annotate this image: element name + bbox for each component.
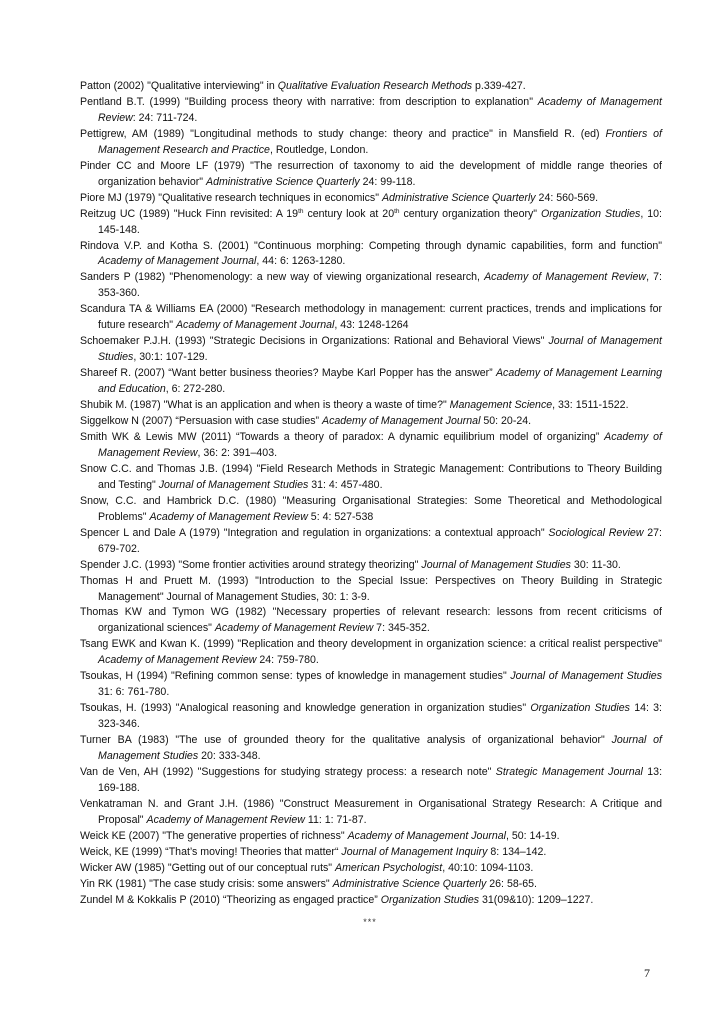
journal-title: Administrative Science Quarterly [381, 191, 536, 204]
reference-entry: Turner BA (1983) "The use of grounded theory for the qualitative analysis of organizational behavior" Journal of Management Studies 20: 333-348. [80, 734, 662, 763]
journal-title: Academy of Management Journal [347, 829, 506, 842]
reference-list [80, 79, 662, 909]
journal-title: Academy of Management Review [484, 271, 647, 284]
reference-entry: Rindova V.P. and Kotha S. (2001) "Continuous morphing: Competing through dynamic capabilities, form and function" Academy of Management Journal, 44: 6: 1263-1280. [80, 239, 662, 268]
reference-entry: Piore MJ (1979) "Qualitative research techniques in economics" Administrative Science Quarterly 24: 560-569. [80, 191, 599, 204]
journal-title: Journal of Management Studies [98, 734, 662, 763]
reference-entry: Reitzug UC (1989) "Huck Finn revisited: A 19th century look at 20th century organization theory" Organization Studies, 10: 145-148. [80, 207, 662, 236]
reference-entry: Sanders P (1982) "Phenomenology: a new way of viewing organizational research, Academy of Management Review, 7: 353-360. [80, 271, 662, 300]
reference-entry: Shubik M. (1987) "What is an application and when is theory a waste of time?" Management Science, 33: 1511-1522. [80, 399, 629, 412]
journal-title: Academy of Management Review [98, 95, 662, 124]
journal-title: Academy of Management Journal [98, 255, 257, 268]
reference-entry: Spender J.C. (1993) "Some frontier activities around strategy theorizing" Journal of Management Studies 30: 11-30. [80, 558, 621, 571]
reference-entry: Tsoukas, H. (1993) "Analogical reasoning and knowledge generation in organization studies" Organization Studies 14: 3: 323-346. [80, 702, 662, 731]
reference-entry: Pentland B.T. (1999) "Building process theory with narrative: from description to explanation" Academy of Management Review: 24: 711-724. [80, 95, 662, 124]
journal-title: Academy of Management Review [146, 813, 305, 826]
journal-title: Academy of Management Review [214, 622, 374, 635]
journal-title: Sociological Review [548, 526, 644, 539]
superscript: th [298, 207, 304, 215]
journal-title: Journal of Management Studies [510, 670, 662, 683]
journal-title: Journal of Management Studies [421, 558, 571, 571]
reference-entry: Wicker AW (1985) "Getting out of our conceptual ruts" American Psychologist, 40:10: 1094-1103. [80, 861, 534, 874]
journal-title: Management Science [449, 399, 553, 412]
section-separator: *** [363, 917, 377, 927]
reference-entry: Pettigrew, AM (1989) "Longitudinal methods to study change: theory and practice" in Mansfield R. (ed) Frontiers of Management Research and Practice, Routledge, London. [80, 127, 662, 156]
superscript: th [394, 207, 400, 215]
journal-title: Strategic Management Journal [495, 765, 643, 778]
journal-title: Academy of Management Journal [322, 415, 481, 428]
reference-entry: Tsoukas, H (1994) "Refining common sense: types of knowledge in management studies" Journal of Management Studies 31: 6: 761-780. [80, 670, 662, 699]
reference-entry: Thomas KW and Tymon WG (1982) "Necessary properties of relevant research: lessons from recent criticisms of organizational sciences" Academy of Management Review 7: 345-352. [80, 606, 662, 635]
journal-title: Organization Studies [541, 207, 641, 220]
journal-title: Administrative Science Quarterly [206, 175, 360, 188]
journal-title: American Psychologist [335, 861, 443, 874]
page-number: 7 [644, 966, 650, 980]
reference-entry: Shareef R. (2007) “Want better business theories? Maybe Karl Popper has the answer” Academy of Management Learning and Education, 6: 272-280. [80, 367, 662, 396]
reference-entry: Venkatraman N. and Grant J.H. (1986) "Construct Measurement in Organisational Strategy Research: A Critique and Proposal" Academy of Management Review 11: 1: 71-87. [80, 797, 662, 826]
reference-entry: Van de Ven, AH (1992) "Suggestions for studying strategy process: a research note" Strategic Management Journal 13: 169-188. [80, 765, 663, 794]
reference-entry: Snow C.C. and Thomas J.B. (1994) "Field Research Methods in Strategic Management: Contributions to Theory Building and Testing" Journal of Management Studies 31: 4: 457-480. [80, 462, 662, 491]
reference-entry: Smith WK & Lewis MW (2011) “Towards a theory of paradox: A dynamic equilibrium model of organizing” Academy of Management Review, 36: 2: 391–403. [80, 430, 662, 459]
journal-title: Academy of Management Journal [175, 319, 335, 332]
reference-entry: Thomas H and Pruett M. (1993) "Introduction to the Special Issue: Perspectives on Theory Building in Strategic Management" Journal of Management Studies, 30: 1: 3-9. [80, 574, 662, 603]
reference-entry: Yin RK (1981) "The case study crisis: some answers" Administrative Science Quarterly 26: 58-65. [80, 877, 537, 890]
reference-entry: Spencer L and Dale A (1979) "Integration and regulation in organizations: a contextual approach" Sociological Review 27: 679-702. [80, 526, 662, 555]
journal-title: Academy of Management Review [149, 510, 308, 523]
reference-entry: Snow, C.C. and Hambrick D.C. (1980) "Measuring Organisational Strategies: Some Theoretical and Methodological Problems" Academy of Management Review 5: 4: 527-538 [80, 494, 662, 523]
journal-title: Administrative Science Quarterly [332, 877, 487, 890]
journal-title: Journal of Management Studies [98, 335, 662, 364]
journal-title: Frontiers of Management Research and Practice [98, 127, 662, 156]
reference-entry: Siggelkow N (2007) “Persuasion with case studies” Academy of Management Journal 50: 20-24. [80, 415, 532, 428]
journal-title: Organization Studies [530, 702, 630, 715]
reference-entry: Scandura TA & Williams EA (2000) "Research methodology in management: current practices, trends and implications for future research" Academy of Management Journal, 43: 1248-1264 [80, 303, 662, 332]
reference-entry: Pinder CC and Moore LF (1979) "The resurrection of taxonomy to aid the development of middle range theories of organization behavior" Administrative Science Quarterly 24: 99-118. [80, 159, 662, 188]
journal-title: Academy of Management Review [98, 654, 257, 667]
journal-title: Academy of Management Learning and Education [98, 367, 662, 396]
journal-title: Journal of Management Studies [158, 478, 309, 491]
reference-entry: Tsang EWK and Kwan K. (1999) "Replication and theory development in organization science: a critical realist perspective" Academy of Management Review 24: 759-780. [80, 638, 662, 667]
reference-entry: Schoemaker P.J.H. (1993) "Strategic Decisions in Organizations: Rational and Behavioral Views" Journal of Management Studies, 30:1: 107-129. [80, 335, 662, 364]
reference-entry: Weick KE (2007) "The generative properties of richness" Academy of Management Journal, 50: 14-19. [80, 829, 560, 842]
reference-entry: Weick, KE (1999) “That’s moving! Theories that matter“ Journal of Management Inquiry 8: 134–142. [80, 845, 547, 858]
reference-entry: Zundel M & Kokkalis P (2010) “Theorizing as engaged practice” Organization Studies 31(09&10): 1209–1227. [80, 893, 594, 906]
reference-entry: Patton (2002) "Qualitative interviewing" in Qualitative Evaluation Research Methods p.339-427. [80, 80, 526, 92]
journal-title: Academy of Management Review [98, 430, 662, 459]
journal-title: Qualitative Evaluation Research Methods [277, 80, 473, 92]
journal-title: Organization Studies [380, 893, 480, 906]
journal-title: Journal of Management Inquiry [341, 845, 488, 858]
